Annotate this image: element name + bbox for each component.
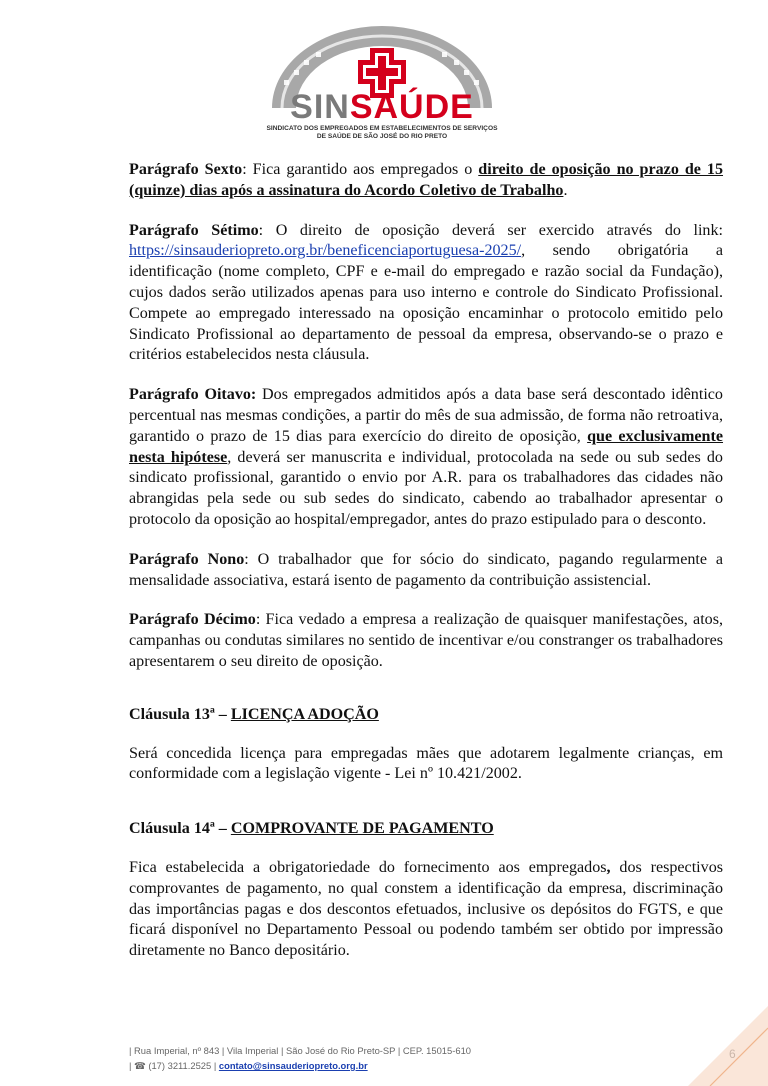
clause-14-body: Fica estabelecida a obrigatoriedade do fornecimento aos empregados, dos respectivos comprovantes de pagamento, no qual constem a identificação da empresa, discriminação das importâncias pagas e dos descontos efetuados, inclusive os depósitos do FGTS, e que ficará disponível no Departamento Pessoal ou podendo também ser obtido por impressão diretamente no Banco depositário. xyxy=(129,858,723,960)
sinsaude-logo xyxy=(262,22,502,140)
footer-email-link[interactable]: contato@sinsauderiopreto.org.br xyxy=(218,1060,368,1071)
footer-contact: | ☎ (17) 3211.2525 | contato@sinsauderiopreto.org.br xyxy=(129,1060,368,1071)
paragraph-oitavo: Parágrafo Oitavo: Dos empregados admitidos após a data base será descontado idêntico percentual nas mesmas condições, a partir do mês de sua admissão, de forma não retroativa, garantido o prazo de 15 dias para exercício do direito de oposição, que exclusivamente nesta hipótese, deverá ser manuscrita e individual, protocolada na sede ou sub sedes do sindicato profissional, garantido o envio por A.R. para os trabalhadores das cidades não abrangidas pela sede ou sub sedes do sindicato, cabendo ao trabalhador apresentar o protocolo da oposição ao hospital/empregador, antes do prazo estipulado para o desconto. xyxy=(129,386,724,528)
document-body xyxy=(129,160,723,981)
telephone-icon: ☎ xyxy=(134,1060,146,1071)
paragraph-decimo: Parágrafo Décimo: Fica vedado a empresa a realização de quaisquer manifestações, atos, campanhas ou condutas similares no sentido de incentivar e/ou constranger os trabalhadores apresentarem o seu direito de oposição. xyxy=(129,611,723,670)
page-footer xyxy=(129,1043,471,1073)
logo-subtitle: SINDICATO DOS EMPREGADOS EM ESTABELECIMENTOS DE SERVIÇOS DE SAÚDE DE SÃO JOSÉ DO RIO PRETO xyxy=(266,125,498,140)
paragraph-nono: Parágrafo Nono: O trabalhador que for sócio do sindicato, pagando regularmente a mensalidade associativa, estará isento de pagamento da contribuição assistencial. xyxy=(129,550,724,589)
paragraph-sexto: Parágrafo Sexto: Fica garantido aos empregados o direito de oposição no prazo de 15 (quinze) dias após a assinatura do Acordo Coletivo de Trabalho. xyxy=(129,161,724,199)
corner-decoration xyxy=(688,1006,768,1086)
footer-address: | Rua Imperial, nº 843 | Vila Imperial | São José do Rio Preto-SP | CEP. 15015-610 xyxy=(129,1045,471,1056)
logo-wordmark: SINSAÚDE xyxy=(290,88,474,126)
opposition-link[interactable]: https://sinsauderiopreto.org.br/beneficenciaportuguesa-2025/ xyxy=(129,242,522,260)
clause-13-heading: Cláusula 13ª – LICENÇA ADOÇÃO xyxy=(129,705,379,723)
paragraph-setimo: Parágrafo Sétimo: O direito de oposição deverá ser exercido através do link: https://sinsauderiopreto.org.br/beneficenciaportuguesa-2025/, sendo obrigatória a identificação (nome completo, CPF e e-mail do empregado e razão social da Fundação), cujos dados serão utilizados apenas para uso interno e controle do Sindicato Profissional. Compete ao empregado interessado na oposição encaminhar o protocolo emitido pelo Sindicato Profissional ao departamento de pessoal da empresa, observando-se o prazo e critérios estabelecidos nesta cláusula. xyxy=(129,221,723,364)
clause-14-heading: Cláusula 14ª – COMPROVANTE DE PAGAMENTO xyxy=(129,820,494,838)
clause-13-body: Será concedida licença para empregadas mães que adotarem legalmente crianças, em conformidade com a legislação vigente - Lei nº 10.421/2002. xyxy=(129,744,723,783)
